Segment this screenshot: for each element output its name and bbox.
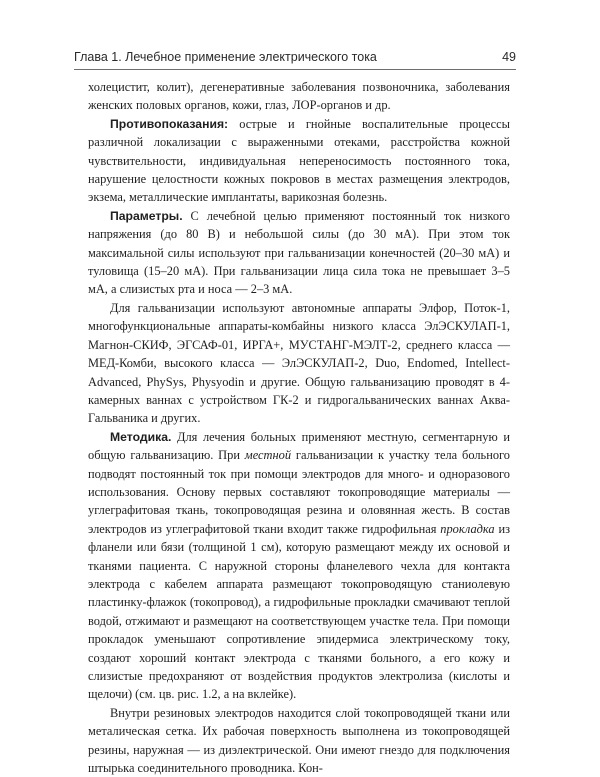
paragraph-continuation [88, 78, 510, 115]
paragraph-text: гальванизации к участку тела больного подводят постоянный ток при помощи электродов для много- и одноразового использования. Основу первых составляют токопроводящие материалы — углеграфитовая ткань, токопроводящая резина и оловянная жесть. В состав электродов из углеграфитовой ткани входит также гидрофильная [88, 448, 510, 536]
paragraph-devices [88, 299, 510, 428]
chapter-title: Глава 1. Лечебное применение электрического тока [74, 50, 377, 64]
paragraph-rubber-electrodes [88, 704, 510, 777]
paragraph-text: острые и гнойные воспалительные процессы различной локализации с выраженными отеками, расстройства кожной чувствительности, индивидуальная непереносимость постоянного тока, нарушение целостности кожных покровов в местах размещения электродов, экзема, металлические имплантаты, варикозная болезнь. [88, 116, 510, 205]
paragraph-parameters [88, 207, 510, 299]
running-header [74, 50, 516, 68]
paragraph-text: Для гальванизации используют автономные аппараты Элфор, Поток-1, многофункциональные аппараты-комбайны низкого класса ЭлЭСКУЛАП-1, Магнон-СКИФ, ЭГСАФ-01, ИРГА+, МУСТАНГ-МЭЛТ-2, среднего класса — МЕД-Комби, высокого класса — ЭлЭСКУЛАП-2, Duo, Endomed, Intellect-Advanced, PhySys, Physyodin и другие. Общую гальванизацию проводят в 4-камерных ваннах с устройством ГК-2 и гидрогальванических ваннах Аква-Гальваника и других. [88, 300, 510, 426]
paragraph-contraindications [88, 115, 510, 207]
paragraph-method [88, 428, 510, 704]
header-rule [74, 69, 516, 70]
paragraph-text: Внутри резиновых электродов находится слой токопроводящей ткани или металическая сетка. Их рабочая поверхность выполнена из токопроводящей резины, наружная — из диэлектрической. Они имеют гнездо для подключения штырька соединительного проводника. Кон- [88, 705, 510, 776]
page-number: 49 [502, 50, 516, 64]
section-heading-contraindications: Противопоказания: [110, 116, 229, 131]
italic-term: прокладка [440, 521, 495, 536]
page-body [88, 78, 510, 777]
italic-term: местной [244, 448, 292, 463]
paragraph-text: С лечебной целью применяют постоянный ток низкого напряжения (до 80 В) и небольшой силы (до 30 мА). При этом ток максимальной силы используют при гальванизации конечностей (20–30 мА) и туловища (15–20 мА). При гальванизации лица сила тока не превышает 3–5 мА, а слизистых рта и носа — 2–3 мА. [88, 208, 510, 297]
paragraph-text: холецистит, колит), дегенеративные заболевания позвоночника, заболевания женских половых органов, кожи, глаз, ЛОР-органов и др. [88, 80, 510, 113]
section-heading-method: Методика. [110, 429, 172, 444]
section-heading-parameters: Параметры. [110, 208, 183, 223]
paragraph-text: Для лечения больных применяют местную, сегментарную и общую гальванизацию. При [88, 429, 510, 463]
paragraph-text: из фланели или бязи (толщиной 1 см), которую размещают между их основой и тканями пациента. С наружной стороны фланелевого чехла для контакта электрода с кабелем аппарата размещают токопроводящую станиолевую пластинку-флажок (токопровод), а гидрофильные прокладки смачивают теплой водой, отжимают и размещают на соответствующем участке тела. При помощи прокладок уменьшают сопротивление эпидермиса электрическому току, создают хороший контакт электрода с тканями больного, а его кожу и слизистые предохраняют от воздействия продуктов электролиза (кислоты и щелочи) (см. цв. рис. 1.2, а на вклейке). [88, 521, 510, 702]
